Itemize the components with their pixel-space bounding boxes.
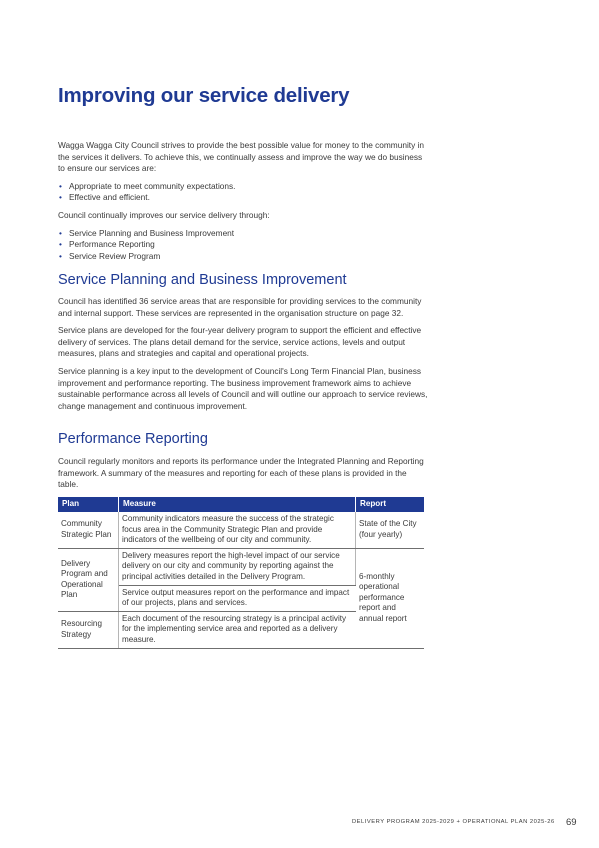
intro-paragraph-2: Council continually improves our service delivery through: — [58, 209, 270, 220]
table-row — [58, 548, 424, 585]
column-header-measure: Measure — [119, 497, 356, 512]
list-item: • Service Review Program — [58, 251, 428, 263]
section-heading-service-planning: Service Planning and Business Improvement — [58, 272, 347, 288]
paragraph: Council has identified 36 service areas that are responsible for providing services to the community and internal support. These services are represented in the organisation structure on page 32. — [58, 296, 422, 318]
table-cell-plan: Community Strategic Plan — [58, 512, 119, 548]
paragraph: Service plans are developed for the four-year delivery program to support the efficient and effective delivery of services. The plans detail demand for the service, service actions, levels and output measures, plans and strategies and capital and operational projects. — [58, 325, 422, 359]
intro-paragraph-1: Wagga Wagga City Council strives to provide the best possible value for money to the community in the services it delivers. To achieve this, we continually assess and improve the way we do business to ensure our services are: — [58, 140, 425, 174]
table-cell-plan: Delivery Program and Operational Plan — [58, 548, 119, 611]
paragraph: Council regularly monitors and reports its performance under the Integrated Planning and Reporting framework. A summary of the measures and reporting for each of these plans is provided in the table. — [58, 456, 424, 490]
table-cell-plan: Resourcing Strategy — [58, 611, 119, 648]
performance-reporting-section — [58, 456, 428, 497]
table-header-row — [58, 497, 424, 512]
table-cell-report: 6-monthly operational performance report and annual report — [356, 548, 425, 648]
intro-bullet-list-2 — [58, 228, 428, 263]
table-cell-measure: Each document of the resourcing strategy is a principal activity for the implementing service area and reported as a delivery measure. — [119, 611, 356, 648]
section-heading-performance-reporting: Performance Reporting — [58, 431, 208, 447]
page-number: 69 — [566, 817, 577, 828]
list-item: • Effective and efficient. — [58, 192, 428, 204]
footer-publication-title: DELIVERY PROGRAM 2025-2029 + OPERATIONAL PLAN 2025-26 — [352, 819, 555, 825]
page-title: Improving our service delivery — [58, 84, 350, 107]
list-item: • Appropriate to meet community expectations. — [58, 181, 428, 193]
table-cell-measure: Community indicators measure the success of the strategic focus area in the Community Strategic Plan and provide indicators of the wellbeing of our city and community. — [119, 512, 356, 548]
column-header-report: Report — [356, 497, 425, 512]
paragraph: Service planning is a key input to the development of Council's Long Term Financial Plan, business improvement and performance reporting. The business improvement framework aims to achieve sustainable performance across all levels of Council and will outline our approach to service reviews, change management and continuous improvement. — [58, 365, 428, 411]
intro-section — [58, 140, 428, 268]
table-cell-report: State of the City (four yearly) — [356, 512, 425, 548]
service-planning-section — [58, 296, 428, 418]
table-row — [58, 512, 424, 548]
intro-bullet-list-1 — [58, 181, 428, 204]
table-cell-measure: Service output measures report on the performance and impact of our projects, plans and services. — [119, 585, 356, 611]
column-header-plan: Plan — [58, 497, 119, 512]
list-item: • Service Planning and Business Improvement — [58, 228, 428, 240]
list-item: • Performance Reporting — [58, 239, 428, 251]
table-cell-measure: Delivery measures report the high-level impact of our service delivery on our city and community by reporting against the principal activities detailed in the Delivery Program. — [119, 548, 356, 585]
measures-reporting-table — [58, 497, 424, 649]
